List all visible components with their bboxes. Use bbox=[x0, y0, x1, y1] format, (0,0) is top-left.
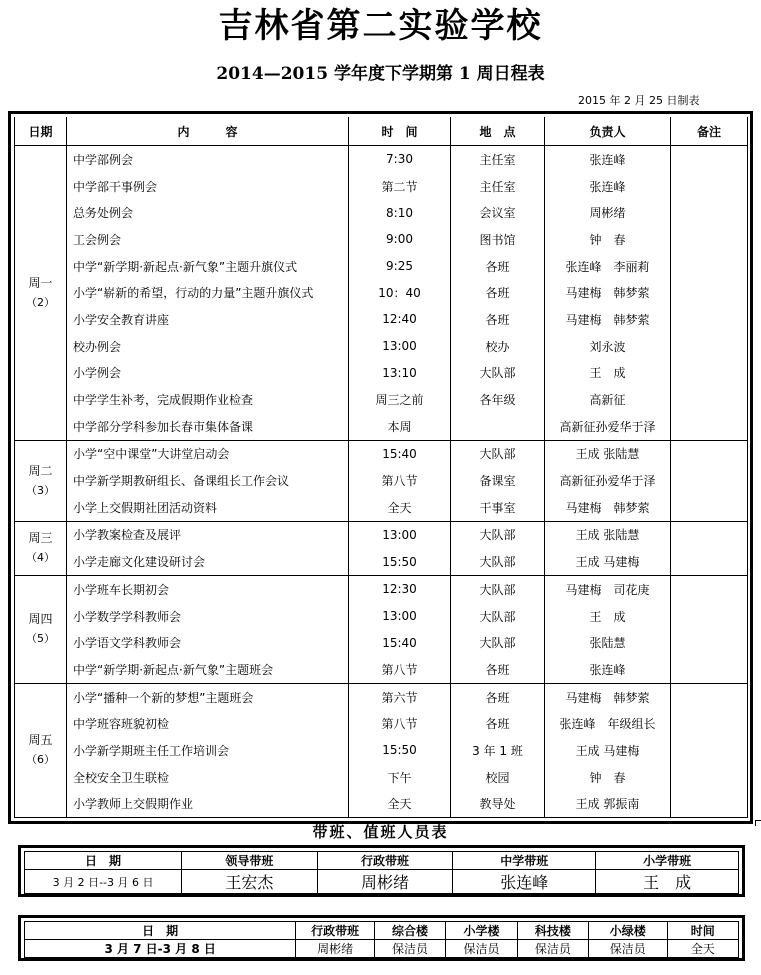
time-cell: 15:50 bbox=[349, 548, 451, 575]
person-cell: 刘永波 bbox=[545, 333, 671, 360]
time-cell: 7:30 bbox=[349, 146, 451, 173]
time-cell: 13:00 bbox=[349, 333, 451, 360]
time-cell: 周三之前 bbox=[349, 386, 451, 413]
table-row bbox=[15, 683, 748, 710]
day-number: （6） bbox=[26, 753, 55, 767]
person-cell: 王 成 bbox=[545, 360, 671, 387]
time-cell: 13:00 bbox=[349, 521, 451, 548]
made-date: 2015 年 2 月 25 日制表 bbox=[578, 94, 700, 107]
place-cell: 各班 bbox=[451, 656, 545, 683]
content-cell: 中学“新学期·新起点·新气象”主题班会 bbox=[67, 656, 349, 683]
content-cell: 小学“崭新的希望，行动的力量”主题升旗仪式 bbox=[67, 279, 349, 306]
place-cell: 大队部 bbox=[451, 360, 545, 387]
schedule-header-row bbox=[15, 117, 748, 146]
content-cell: 小学班车长期初会 bbox=[67, 576, 349, 603]
content-cell: 小学教师上交假期作业 bbox=[67, 791, 349, 818]
time-cell: 第八节 bbox=[349, 656, 451, 683]
cleaning-header-complex: 综合楼 bbox=[374, 922, 445, 940]
person-cell: 张连峰 年级组长 bbox=[545, 710, 671, 737]
day-cell bbox=[15, 146, 67, 441]
person-cell: 王成 郭振南 bbox=[545, 791, 671, 818]
person-cell: 高新征孙爱华于泽 bbox=[545, 467, 671, 494]
table-row bbox=[15, 199, 748, 226]
day-label: 周一 bbox=[28, 275, 53, 290]
person-cell: 张连峰 bbox=[545, 656, 671, 683]
time-cell: 13:00 bbox=[349, 603, 451, 630]
note-cell bbox=[671, 440, 748, 467]
cleaning-header-admin: 行政带班 bbox=[296, 922, 375, 940]
table-row bbox=[15, 226, 748, 253]
content-cell: 总务处例会 bbox=[67, 199, 349, 226]
cleaning-primary-building: 保洁员 bbox=[446, 940, 517, 958]
table-row bbox=[15, 737, 748, 764]
header-date: 日期 bbox=[15, 117, 67, 146]
header-note: 备注 bbox=[671, 117, 748, 146]
cleaning-value-row bbox=[25, 940, 739, 958]
place-cell: 各年级 bbox=[451, 386, 545, 413]
day-number: （2） bbox=[26, 295, 55, 309]
person-cell: 高新征 bbox=[545, 386, 671, 413]
place-cell: 各班 bbox=[451, 253, 545, 280]
cleaning-time: 全天 bbox=[667, 940, 738, 958]
table-row bbox=[15, 494, 748, 521]
person-cell: 张陆慧 bbox=[545, 629, 671, 656]
content-cell: 中学部分学科参加长春市集体备课 bbox=[67, 413, 349, 440]
content-cell: 小学例会 bbox=[67, 360, 349, 387]
person-cell: 钟 春 bbox=[545, 764, 671, 791]
place-cell: 主任室 bbox=[451, 173, 545, 200]
person-cell: 王成 张陆慧 bbox=[545, 440, 671, 467]
place-cell: 校办 bbox=[451, 333, 545, 360]
duty-title: 带班、值班人员表 bbox=[312, 823, 449, 841]
table-row bbox=[15, 413, 748, 440]
day-label: 周四 bbox=[28, 612, 53, 627]
note-cell bbox=[671, 548, 748, 575]
time-cell: 全天 bbox=[349, 791, 451, 818]
place-cell: 大队部 bbox=[451, 603, 545, 630]
cleaning-frame bbox=[18, 915, 745, 961]
cleaning-admin: 周彬绪 bbox=[296, 940, 375, 958]
note-cell bbox=[671, 629, 748, 656]
duty-leader: 王宏杰 bbox=[182, 870, 318, 894]
table-row bbox=[15, 333, 748, 360]
place-cell bbox=[451, 413, 545, 440]
cleaning-header-tech-building: 科技楼 bbox=[517, 922, 588, 940]
note-cell bbox=[671, 710, 748, 737]
content-cell: 小学上交假期社团活动资料 bbox=[67, 494, 349, 521]
duty-value-row bbox=[25, 870, 739, 894]
place-cell: 各班 bbox=[451, 306, 545, 333]
person-cell: 周彬绪 bbox=[545, 199, 671, 226]
person-cell: 张连峰 bbox=[545, 146, 671, 173]
school-title: 吉林省第二实验学校 bbox=[218, 6, 543, 46]
content-cell: 小学教案检查及展评 bbox=[67, 521, 349, 548]
time-cell: 第八节 bbox=[349, 710, 451, 737]
duty-header-middle: 中学带班 bbox=[453, 852, 596, 870]
cleaning-green-building: 保洁员 bbox=[589, 940, 668, 958]
time-cell: 全天 bbox=[349, 494, 451, 521]
content-cell: 中学部例会 bbox=[67, 146, 349, 173]
time-cell: 13:10 bbox=[349, 360, 451, 387]
schedule-subtitle: 2014—2015 学年度下学期第 1 周日程表 bbox=[216, 64, 545, 84]
duty-header-admin: 行政带班 bbox=[317, 852, 453, 870]
header-content: 内 容 bbox=[67, 117, 349, 146]
place-cell: 教导处 bbox=[451, 791, 545, 818]
note-cell bbox=[671, 173, 748, 200]
header-person: 负责人 bbox=[545, 117, 671, 146]
table-row bbox=[15, 360, 748, 387]
content-cell: 全校安全卫生联检 bbox=[67, 764, 349, 791]
content-cell: 中学“新学期·新起点·新气象”主题升旗仪式 bbox=[67, 253, 349, 280]
table-row bbox=[15, 467, 748, 494]
place-cell: 会议室 bbox=[451, 199, 545, 226]
cleaning-date: 3 月 7 日-3 月 8 日 bbox=[25, 940, 296, 958]
place-cell: 各班 bbox=[451, 683, 545, 710]
note-cell bbox=[671, 306, 748, 333]
person-cell: 马建梅 韩梦萦 bbox=[545, 306, 671, 333]
table-row bbox=[15, 146, 748, 173]
place-cell: 校园 bbox=[451, 764, 545, 791]
time-cell: 下午 bbox=[349, 764, 451, 791]
place-cell: 主任室 bbox=[451, 146, 545, 173]
time-cell: 15:50 bbox=[349, 737, 451, 764]
table-row bbox=[15, 173, 748, 200]
day-label: 周五 bbox=[28, 733, 53, 748]
note-cell bbox=[671, 576, 748, 603]
time-cell: 9:25 bbox=[349, 253, 451, 280]
duty-header-leader: 领导带班 bbox=[182, 852, 318, 870]
note-cell bbox=[671, 791, 748, 818]
person-cell: 王成 马建梅 bbox=[545, 737, 671, 764]
place-cell: 大队部 bbox=[451, 629, 545, 656]
person-cell: 王 成 bbox=[545, 603, 671, 630]
place-cell: 各班 bbox=[451, 710, 545, 737]
schedule-frame bbox=[8, 111, 753, 824]
duty-header-row bbox=[25, 852, 739, 870]
content-cell: 小学数学学科教师会 bbox=[67, 603, 349, 630]
content-cell: 中学部干事例会 bbox=[67, 173, 349, 200]
cleaning-complex: 保洁员 bbox=[374, 940, 445, 958]
day-number: （5） bbox=[26, 632, 55, 646]
note-cell bbox=[671, 146, 748, 173]
person-cell: 钟 春 bbox=[545, 226, 671, 253]
content-cell: 小学安全教育讲座 bbox=[67, 306, 349, 333]
content-cell: 中学班容班貌初检 bbox=[67, 710, 349, 737]
cleaning-header-green-building: 小绿楼 bbox=[589, 922, 668, 940]
table-row bbox=[15, 576, 748, 603]
cleaning-header-primary-building: 小学楼 bbox=[446, 922, 517, 940]
cleaning-header-row bbox=[25, 922, 739, 940]
note-cell bbox=[671, 603, 748, 630]
cleaning-table bbox=[24, 921, 739, 958]
person-cell: 高新征孙爱华于泽 bbox=[545, 413, 671, 440]
content-cell: 工会例会 bbox=[67, 226, 349, 253]
note-cell bbox=[671, 764, 748, 791]
table-row bbox=[15, 710, 748, 737]
note-cell bbox=[671, 253, 748, 280]
duty-admin: 周彬绪 bbox=[317, 870, 453, 894]
place-cell: 图书馆 bbox=[451, 226, 545, 253]
note-cell bbox=[671, 279, 748, 306]
note-cell bbox=[671, 413, 748, 440]
content-cell: 校办例会 bbox=[67, 333, 349, 360]
duty-middle: 张连峰 bbox=[453, 870, 596, 894]
table-row bbox=[15, 629, 748, 656]
duty-primary: 王 成 bbox=[596, 870, 739, 894]
table-row bbox=[15, 603, 748, 630]
duty-table bbox=[24, 851, 739, 894]
note-cell bbox=[671, 683, 748, 710]
note-cell bbox=[671, 199, 748, 226]
person-cell: 马建梅 韩梦萦 bbox=[545, 494, 671, 521]
time-cell: 15:40 bbox=[349, 629, 451, 656]
place-cell: 大队部 bbox=[451, 521, 545, 548]
table-row bbox=[15, 764, 748, 791]
day-number: （4） bbox=[26, 551, 55, 565]
day-cell bbox=[15, 576, 67, 684]
header-time: 时 间 bbox=[349, 117, 451, 146]
duty-frame bbox=[18, 845, 745, 897]
place-cell: 3 年 1 班 bbox=[451, 737, 545, 764]
content-cell: 中学新学期教研组长、备课组长工作会议 bbox=[67, 467, 349, 494]
place-cell: 各班 bbox=[451, 279, 545, 306]
note-cell bbox=[671, 521, 748, 548]
day-cell bbox=[15, 683, 67, 817]
place-cell: 大队部 bbox=[451, 576, 545, 603]
table-row bbox=[15, 306, 748, 333]
day-cell bbox=[15, 521, 67, 575]
table-row bbox=[15, 521, 748, 548]
person-cell: 张连峰 bbox=[545, 173, 671, 200]
header-place: 地 点 bbox=[451, 117, 545, 146]
duty-header-primary: 小学带班 bbox=[596, 852, 739, 870]
duty-header-date: 日 期 bbox=[25, 852, 182, 870]
person-cell: 张连峰 李丽莉 bbox=[545, 253, 671, 280]
note-cell bbox=[671, 737, 748, 764]
place-cell: 大队部 bbox=[451, 440, 545, 467]
table-row bbox=[15, 386, 748, 413]
time-cell: 本周 bbox=[349, 413, 451, 440]
place-cell: 备课室 bbox=[451, 467, 545, 494]
time-cell: 第二节 bbox=[349, 173, 451, 200]
day-label: 周二 bbox=[28, 463, 53, 478]
time-cell: 8:10 bbox=[349, 199, 451, 226]
day-label: 周三 bbox=[28, 531, 53, 546]
person-cell: 马建梅 韩梦萦 bbox=[545, 279, 671, 306]
table-row bbox=[15, 279, 748, 306]
person-cell: 王成 张陆慧 bbox=[545, 521, 671, 548]
content-cell: 小学走廊文化建设研讨会 bbox=[67, 548, 349, 575]
time-cell: 12:30 bbox=[349, 576, 451, 603]
time-cell: 15:40 bbox=[349, 440, 451, 467]
content-cell: 中学学生补考，完成假期作业检查 bbox=[67, 386, 349, 413]
cleaning-tech-building: 保洁员 bbox=[517, 940, 588, 958]
table-row bbox=[15, 656, 748, 683]
content-cell: 小学新学期班主任工作培训会 bbox=[67, 737, 349, 764]
note-cell bbox=[671, 386, 748, 413]
time-cell: 12:40 bbox=[349, 306, 451, 333]
table-row bbox=[15, 440, 748, 467]
place-cell: 大队部 bbox=[451, 548, 545, 575]
time-cell: 10：40 bbox=[349, 279, 451, 306]
note-cell bbox=[671, 656, 748, 683]
cleaning-header-date: 日 期 bbox=[25, 922, 296, 940]
note-cell bbox=[671, 333, 748, 360]
time-cell: 第八节 bbox=[349, 467, 451, 494]
person-cell: 王成 马建梅 bbox=[545, 548, 671, 575]
content-cell: 小学“空中课堂”大讲堂启动会 bbox=[67, 440, 349, 467]
content-cell: 小学“播种一个新的梦想”主题班会 bbox=[67, 683, 349, 710]
place-cell: 干事室 bbox=[451, 494, 545, 521]
note-cell bbox=[671, 360, 748, 387]
note-cell bbox=[671, 494, 748, 521]
day-cell bbox=[15, 440, 67, 521]
table-row bbox=[15, 791, 748, 818]
day-number: （3） bbox=[26, 483, 55, 497]
schedule-body bbox=[15, 146, 748, 818]
note-cell bbox=[671, 467, 748, 494]
time-cell: 9:00 bbox=[349, 226, 451, 253]
duty-date: 3 月 2 日--3 月 6 日 bbox=[25, 870, 182, 894]
person-cell: 马建梅 司花庚 bbox=[545, 576, 671, 603]
cleaning-header-time: 时间 bbox=[667, 922, 738, 940]
person-cell: 马建梅 韩梦萦 bbox=[545, 683, 671, 710]
content-cell: 小学语文学科教师会 bbox=[67, 629, 349, 656]
time-cell: 第六节 bbox=[349, 683, 451, 710]
schedule-table bbox=[14, 117, 748, 818]
table-row bbox=[15, 548, 748, 575]
note-cell bbox=[671, 226, 748, 253]
table-row bbox=[15, 253, 748, 280]
